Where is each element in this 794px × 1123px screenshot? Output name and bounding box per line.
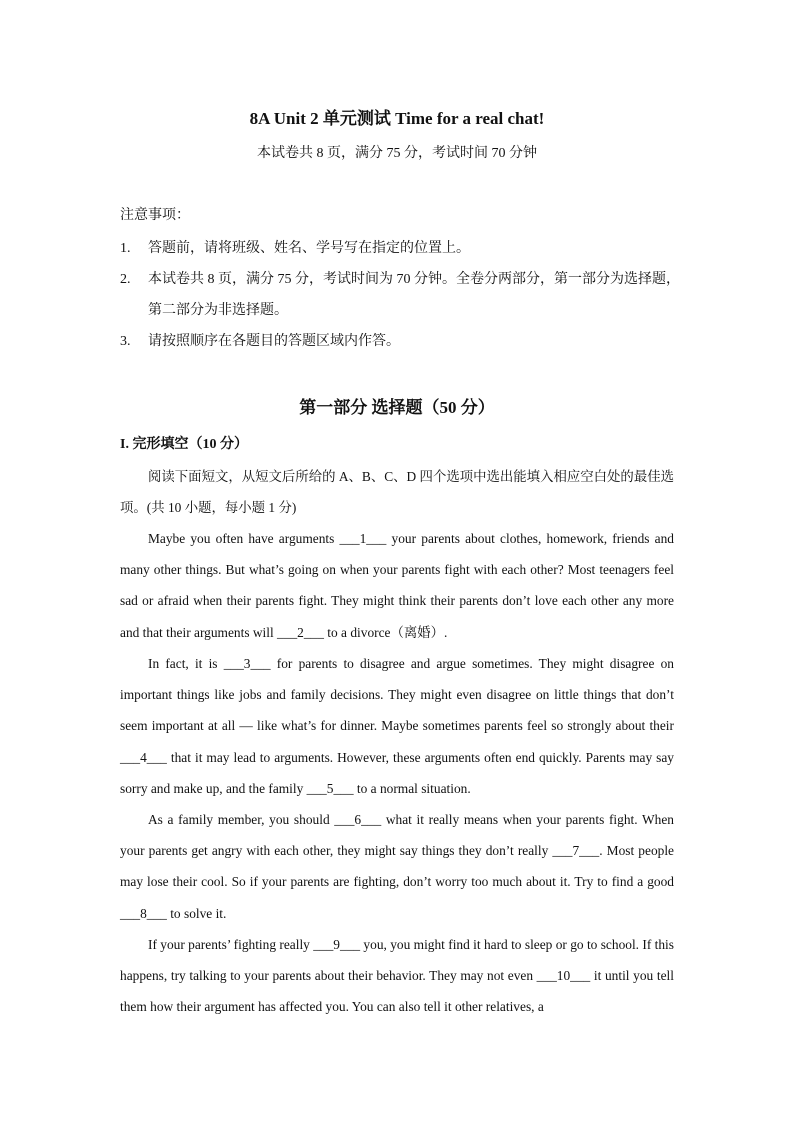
note-item [120, 264, 680, 326]
note-text: 本试卷共 8 页，满分 75 分，考试时间为 70 分钟。全卷分两部分，第一部分为选择题，第二部分为非选择题。 [148, 272, 680, 318]
page-subtitle: 本试卷共 8 页，满分 75 分，考试时间 70 分钟 [257, 146, 537, 161]
passage-paragraph: In fact, it is ___3___ for parents to disagree and argue sometimes. They might disagree on important things like jobs and family decisions. They might even disagree on little things that don’t seem important at all — like what’s for dinner. Maybe sometimes parents feel so strongly about their ___4___ that it may lead to arguments. However, these arguments often end quickly. Parents may say sorry and make up, and the family ___5___ to a normal situation. [120, 656, 674, 796]
passage-paragraph: Maybe you often have arguments ___1___ your parents about clothes, homework, friends and many other things. But what’s going on when your parents fight with each other? Most teenagers feel sad or afraid when their parents fight. They might think their parents don’t love each other any more and that their arguments will ___2___ to a divorce（离婚）. [120, 531, 674, 640]
note-number: 3. [120, 334, 131, 349]
passage-paragraph: As a family member, you should ___6___ what it really means when your parents fight. When your parents get angry with each other, they might say things they don’t really ___7___. Most people may lose their cool. So if your parents are fighting, don’t worry too much about it. Try to find a good ___8___ to solve it. [120, 812, 674, 921]
section-heading: I. 完形填空（10 分） [120, 437, 248, 452]
note-text: 请按照顺序在各题目的答题区域内作答。 [148, 334, 400, 349]
part-one-heading: 第一部分 选择题（50 分） [299, 398, 495, 417]
page-title: 8A Unit 2 单元测试 Time for a real chat! [249, 109, 545, 128]
note-number: 1. [120, 241, 131, 256]
passage-paragraph: If your parents’ fighting really ___9___ you, you might find it hard to sleep or go to school. If this happens, try talking to your parents about their behavior. They may not even ___10___ it until you tell them how their argument has affected you. You can also tell it other relatives, a [120, 937, 674, 1015]
note-item [120, 326, 680, 357]
note-item [120, 233, 680, 264]
notes-heading: 注意事项： [120, 208, 190, 223]
section-instructions: 阅读下面短文，从短文后所给的 A、B、C、D 四个选项中选出能填入相应空白处的最佳选项。(共 10 小题，每小题 1 分) [120, 469, 674, 516]
note-number: 2. [120, 272, 131, 287]
note-text: 答题前，请将班级、姓名、学号写在指定的位置上。 [148, 241, 470, 256]
